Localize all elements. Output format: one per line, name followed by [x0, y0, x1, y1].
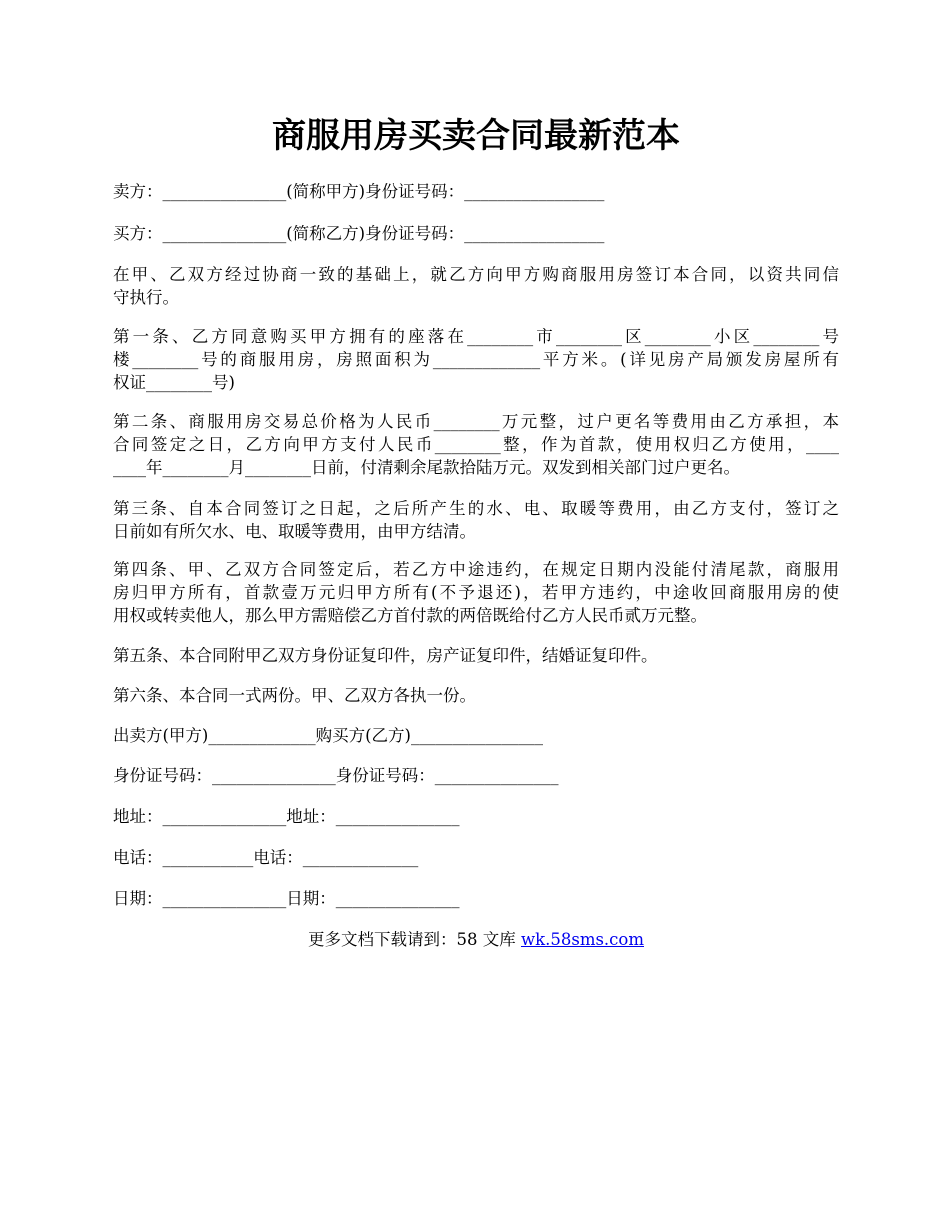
article-3-line: 日前如有所欠水、电、取暖等费用，由甲方结清。	[113, 522, 476, 541]
seller-line	[113, 180, 839, 203]
signature-phone	[113, 846, 839, 869]
article-6-line: 第六条、本合同一式两份。甲、乙双方各执一份。	[113, 686, 476, 705]
article-1	[113, 325, 839, 394]
article-5-line: 第五条、本合同附甲乙双方身份证复印件，房产证复印件，结婚证复印件。	[113, 646, 658, 665]
signature-parties-text: 出卖方(甲方)_____________购买方(乙方)________________	[113, 726, 543, 745]
article-1-line: 楼________号的商服用房，房照面积为_____________平方米。(详见房产局颁发房屋所有	[113, 350, 839, 369]
article-2-line: ____年________月________日前，付清剩余尾款拾陆万元。双发到相关部门过户更名。	[113, 458, 740, 477]
article-6	[113, 684, 839, 707]
footer-text: 更多文档下载请到：58 文库	[307, 930, 521, 949]
article-2-line: 第二条、商服用房交易总价格为人民币________万元整，过户更名等费用由乙方承担，本	[113, 412, 839, 431]
article-3	[113, 497, 839, 543]
article-1-line: 权证________号)	[113, 373, 235, 392]
article-5	[113, 644, 839, 667]
buyer-line	[113, 222, 839, 245]
signature-parties	[113, 724, 839, 747]
signature-id	[113, 764, 839, 787]
article-4-line: 第四条、甲、乙双方合同签定后，若乙方中途违约，在规定日期内没能付清尾款，商服用	[113, 560, 839, 579]
article-3-line: 第三条、自本合同签订之日起，之后所产生的水、电、取暖等费用，由乙方支付，签订之	[113, 499, 839, 518]
signature-address	[113, 805, 839, 828]
article-4-line: 用权或转卖他人，那么甲方需赔偿乙方首付款的两倍既给付乙方人民币贰万元整。	[113, 606, 707, 625]
signature-id-text: 身份证号码：_______________身份证号码：_______________	[113, 766, 559, 785]
buyer-line-text: 买方：_______________(简称乙方)身份证号码：_________________	[113, 224, 605, 243]
article-2	[113, 410, 839, 479]
intro-paragraph	[113, 263, 839, 309]
signature-date	[113, 887, 839, 910]
article-4-line: 房归甲方所有，首款壹万元归甲方所有(不予退还)，若甲方违约，中途收回商服用房的使	[113, 583, 839, 602]
intro-line: 守执行。	[113, 288, 179, 307]
signature-address-text: 地址：_______________地址：_______________	[113, 807, 460, 826]
document-title: 商服用房买卖合同最新范本	[272, 116, 680, 156]
signature-phone-text: 电话：___________电话：______________	[113, 848, 419, 867]
article-2-line: 合同签定之日，乙方向甲方支付人民币________整，作为首款，使用权归乙方使用，____	[113, 435, 839, 454]
footer	[113, 928, 839, 951]
article-1-line: 第一条、乙方同意购买甲方拥有的座落在________市________区________小区________号	[113, 327, 839, 346]
article-4	[113, 558, 839, 627]
signature-date-text: 日期：_______________日期：_______________	[113, 889, 460, 908]
seller-line-text: 卖方：_______________(简称甲方)身份证号码：_________________	[113, 182, 605, 201]
intro-line: 在甲、乙双方经过协商一致的基础上，就乙方向甲方购商服用房签订本合同，以资共同信	[113, 265, 839, 284]
footer-link[interactable]: wk.58sms.com	[520, 930, 644, 949]
